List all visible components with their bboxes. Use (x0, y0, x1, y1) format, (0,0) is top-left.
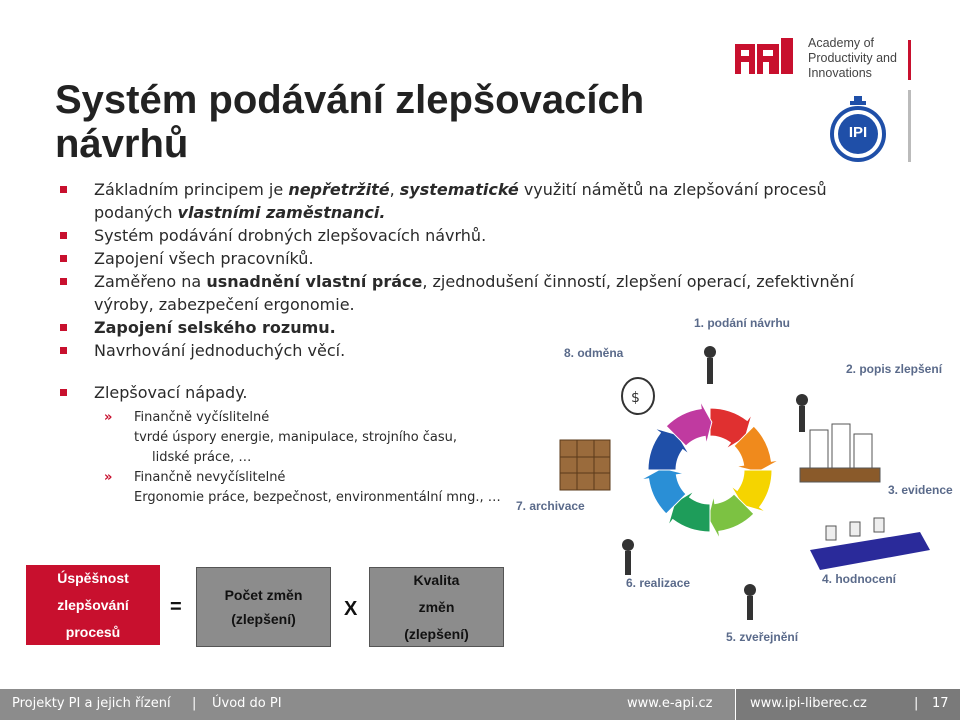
logo-line-3: Innovations (808, 66, 872, 80)
logo-gray-divider (908, 90, 911, 162)
bullet-simple-things: Navrhování jednoduchých věcí. (88, 339, 888, 362)
bullet-principle: Základním principem je nepřetržité, systematické využití námětů na zlepšování procesů podaných vlastními zaměstnanci. (88, 178, 888, 224)
footer-link-ipi-liberec[interactable]: www.ipi-liberec.cz (750, 696, 867, 711)
footer-link-e-api[interactable]: www.e-api.cz (627, 696, 713, 711)
success-line-3: procesů (65, 623, 121, 640)
logo-line-2: Productivity and (808, 51, 897, 65)
success-box (26, 565, 160, 645)
archive-shelf-icon (560, 440, 610, 490)
success-line-1: Úspěšnost (57, 569, 129, 586)
money-bag-icon (622, 378, 654, 414)
footer-course: Úvod do PI (212, 696, 282, 711)
count-line-1: Počet změn (224, 587, 303, 603)
bullet-common-sense: Zapojení selského rozumu. (88, 316, 888, 339)
step-7-label: 7. archivace (516, 499, 585, 513)
equals-sign: = (170, 596, 182, 618)
footer-project: Projekty PI a jejich řízení (12, 696, 171, 711)
page-number: 17 (932, 696, 949, 711)
sub-nonfinancial: » Finančně nevyčíslitelné (104, 470, 286, 485)
evaluation-table-icon (810, 518, 930, 570)
step-4-label: 4. hodnocení (822, 572, 897, 586)
step-6-label: 6. realizace (626, 576, 691, 590)
multiply-sign: X (344, 598, 358, 620)
sub-financial: » Finančně vyčíslitelné (104, 410, 270, 425)
document-stacks-icon (800, 424, 880, 482)
step-8-label: 8. odměna (564, 346, 624, 360)
svg-text:$: $ (631, 390, 640, 406)
ipi-badge-label: IPI (848, 124, 868, 141)
sub-nonfinancial-detail: Ergonomie práce, bezpečnost, environmentální mng., … (134, 490, 501, 505)
count-box (196, 567, 331, 647)
step-5-label: 5. zveřejnění (726, 630, 799, 644)
quality-line-2: změn (418, 598, 455, 615)
step-1-label: 1. podání návrhu (694, 316, 791, 330)
success-line-2: zlepšování (57, 596, 129, 613)
api-logo-mark (735, 36, 807, 82)
quality-line-1: Kvalita (413, 571, 460, 588)
bullet-involvement: Zapojení všech pracovníků. (88, 247, 888, 270)
quality-line-3: (zlepšení) (404, 625, 469, 642)
logo-line-1: Academy of (808, 36, 875, 50)
improvement-cycle-diagram (510, 300, 953, 660)
count-line-2: (zlepšení) (231, 611, 296, 627)
step-2-label: 2. popis zlepšení (846, 362, 943, 376)
footer-divider (735, 689, 736, 720)
bullet-focus: Zaměřeno na usnadnění vlastní práce, zjednodušení činností, zlepšení operací, zefektivnění výroby, zabezpečení ergonomie. (88, 270, 888, 316)
quality-box (369, 567, 504, 647)
logo-red-divider (908, 40, 911, 80)
footer-separator-1: | (192, 696, 197, 711)
page-title: Systém podávání zlepšovacích návrhů (55, 78, 645, 166)
bullet-system: Systém podávání drobných zlepšovacích návrhů. (88, 224, 888, 247)
bullet-ideas: Zlepšovací nápady. » Finančně vyčíslitelné tvrdé úspory energie, manipulace, strojního času, lidské práce, … » Finančně nevyčíslitelné Ergonomie práce, bezpečnost, environmentální mng., … (88, 381, 888, 508)
footer-separator-2: | (914, 696, 919, 711)
step-3-label: 3. evidence (888, 483, 953, 497)
api-logo-text (808, 36, 897, 81)
footer-bar (0, 689, 960, 720)
sub-financial-detail: tvrdé úspory energie, manipulace, strojního času, lidské práce, … (134, 430, 458, 465)
